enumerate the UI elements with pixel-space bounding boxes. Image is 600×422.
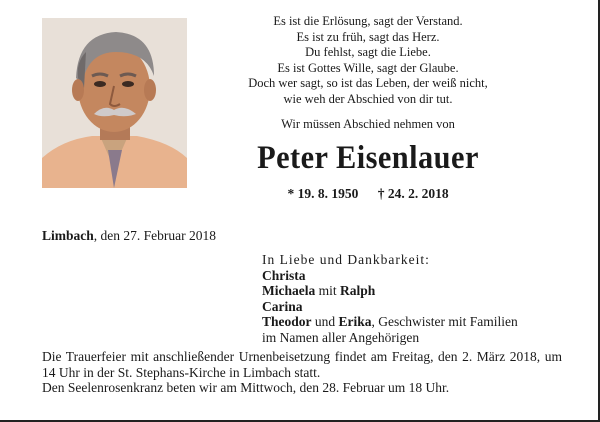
mourner-name: Theodor xyxy=(262,314,312,329)
mourner-line xyxy=(262,314,518,330)
mourner-line xyxy=(262,299,518,315)
mourner-line xyxy=(262,283,518,299)
mourners-heading: In Liebe und Dankbarkeit: xyxy=(262,252,430,267)
life-dates xyxy=(228,186,508,202)
death-date: † 24. 2. 2018 xyxy=(377,186,449,201)
mourner-name: Ralph xyxy=(340,283,376,298)
poem-line: Es ist die Erlösung, sagt der Verstand. xyxy=(273,14,463,28)
poem-line: Es ist Gottes Wille, sagt der Glaube. xyxy=(277,60,459,75)
poem xyxy=(228,14,508,107)
poem-line: Doch wer sagt, so ist das Leben, der weiß nicht, xyxy=(248,76,488,90)
mourner-name: Christa xyxy=(262,267,306,283)
mourner-line xyxy=(262,268,518,284)
poem-line: wie weh der Abschied von dir tut. xyxy=(283,91,453,106)
poem-line: Du fehlst, sagt die Liebe. xyxy=(305,45,431,59)
rosary-text: Den Seelenrosenkranz beten wir am Mittwoch, den 28. Februar um 18 Uhr. xyxy=(42,380,450,395)
portrait-icon xyxy=(42,18,187,188)
mourner-suffix: , Geschwister mit Familien xyxy=(371,314,518,329)
service-info xyxy=(42,349,562,396)
intro-text: Wir müssen Abschied nehmen von xyxy=(281,117,455,131)
mourner-name: Michaela xyxy=(262,283,316,298)
poem-line: Es ist zu früh, sagt das Herz. xyxy=(296,29,440,44)
mourner-name: Erika xyxy=(338,314,372,329)
birth-date: * 19. 8. 1950 xyxy=(287,186,359,201)
mourner-connector: mit xyxy=(315,283,341,298)
mourner-line: im Namen aller Angehörigen xyxy=(262,329,420,345)
mourner-connector: und xyxy=(311,314,339,329)
place-name: Limbach xyxy=(42,228,94,243)
place-date xyxy=(42,228,216,244)
mourners-list xyxy=(262,252,518,345)
portrait-photo xyxy=(42,18,187,188)
deceased-name: Peter Eisenlauer xyxy=(257,140,479,176)
funeral-service-text: Die Trauerfeier mit anschließender Urnenbeisetzung findet am Freitag, den 2. März 2018, um 14 Uhr in der St. Stephans-Kirche in Limbach statt. xyxy=(42,349,562,380)
notice-date: , den 27. Februar 2018 xyxy=(93,228,216,243)
mourner-name: Carina xyxy=(262,298,303,314)
